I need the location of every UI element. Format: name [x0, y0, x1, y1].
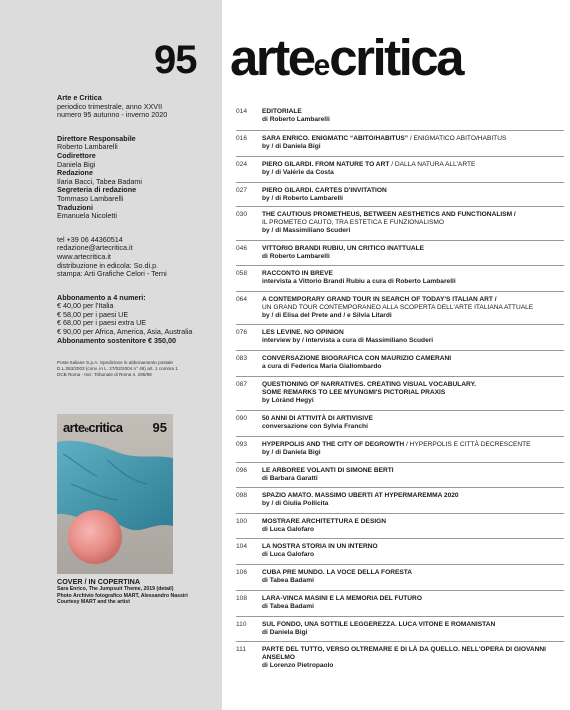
- cover-caption-line-1: Sara Enrico, The Jumpsuit Theme, 2019 (detail): [57, 586, 174, 592]
- toc-divider: [236, 513, 564, 514]
- toc-title-text: MOSTRARE ARCHITETTURA E DESIGN: [262, 518, 387, 525]
- toc-entry-body: [262, 381, 564, 406]
- toc-title-text: HYPERPOLIS AND THE CITY OF DEGROWTH: [262, 441, 405, 448]
- toc-entry-body: [262, 441, 564, 457]
- toc-page-number: 058: [236, 270, 248, 277]
- toc-byline: di Daniela Bigi: [262, 629, 308, 637]
- toc-page-number: 087: [236, 381, 248, 388]
- contact-tel: tel +39 06 44360514: [57, 234, 123, 244]
- abbonamento-sostenitore: Abbonamento sostenitore € 350,00: [57, 335, 177, 345]
- distribuzione: distribuzione in edicola: So.di.p.: [57, 260, 159, 270]
- toc-title-text: LES LEVINE. NO OPINION: [262, 329, 344, 336]
- toc-byline: interview by / intervista a cura di Massimiliano Scuderi: [262, 337, 434, 345]
- toc-title: [262, 161, 564, 169]
- toc-divider: [236, 436, 564, 437]
- toc-title: [262, 492, 564, 500]
- toc-title-translation: IL PROMETEO CAUTO, TRA ESTETICA E FUNZIONALISMO: [262, 219, 444, 227]
- toc-byline: conversazione con Sylvia Franchi: [262, 423, 368, 431]
- stampa: stampa: Arti Grafiche Celori - Terni: [57, 269, 167, 279]
- toc-title-text: VITTORIO BRANDI RUBIU, UN CRITICO INATTUALE: [262, 245, 425, 252]
- toc-title-translation: UN GRAND TOUR CONTEMPORANEO ALLA SCOPERTA DELL'ARTE ITALIANA ATTUALE: [262, 304, 534, 312]
- toc-entry-body: [262, 646, 564, 671]
- toc-byline: di Luca Galofaro: [262, 551, 315, 559]
- segreteria-label: Segreteria di redazione: [57, 185, 137, 195]
- toc-byline: di Lorenzo Pietropaolo: [262, 662, 334, 670]
- toc-title-text: SUL FONDO, UNA SOTTILE LEGGEREZZA. LUCA VITONE E ROMANISTAN: [262, 621, 496, 628]
- toc-page-number: 046: [236, 245, 248, 252]
- toc-title: [262, 296, 564, 304]
- toc-page-number: 076: [236, 329, 248, 336]
- toc-title: [262, 646, 564, 662]
- direttore-name: Roberto Lambarelli: [57, 142, 118, 152]
- toc-title: [262, 518, 564, 526]
- toc-title: [262, 621, 564, 629]
- toc-byline: di Roberto Lambarelli: [262, 116, 330, 124]
- toc-title: [262, 595, 564, 603]
- toc-title-text: QUESTIONING OF NARRATIVES. CREATING VISUAL VOCABULARY.: [262, 381, 477, 388]
- cover-title: [63, 420, 122, 435]
- toc-page-number: 027: [236, 187, 248, 194]
- toc-divider: [236, 376, 564, 377]
- toc-divider: [236, 291, 564, 292]
- cover-artwork: [57, 414, 173, 574]
- toc-title-text: EDITORIALE: [262, 108, 302, 115]
- toc-divider: [236, 240, 564, 241]
- toc-page-number: 014: [236, 108, 248, 115]
- toc-title-text: SPAZIO AMATO. MASSIMO UBERTI AT HYPERMAREMMA 2020: [262, 492, 459, 499]
- toc-title: [262, 329, 564, 337]
- toc-title-text: CUBA PRE MUNDO. LA VOCE DELLA FORESTA: [262, 569, 413, 576]
- redazione-names: Ilaria Bacci, Tabea Badami: [57, 176, 142, 186]
- toc-page-number: 064: [236, 296, 248, 303]
- toc-divider: [236, 410, 564, 411]
- publication-name: Arte e Critica: [57, 93, 102, 102]
- toc-page-number: 096: [236, 467, 248, 474]
- toc-entry-body: [262, 543, 564, 559]
- toc-title: [262, 355, 564, 363]
- toc-entry-body: [262, 415, 564, 431]
- toc-byline: by / di Massimiliano Scuderi: [262, 227, 351, 235]
- toc-title-text: PARTE DEL TUTTO, VERSO OLTREMARE E DI LÀ DA QUELLO. NELL'OPERA DI GIOVANNI ANSELMO: [262, 646, 547, 662]
- toc-byline: by / di Giulia Pollicita: [262, 500, 329, 508]
- toc-entry-body: [262, 270, 564, 286]
- toc-title: [262, 569, 564, 577]
- toc-title-text: SARA ENRICO. ENIGMATIC “ABITO/HABITUS”: [262, 135, 409, 142]
- cover-title-part-2: critica: [88, 420, 123, 435]
- masthead-publication: [57, 94, 217, 120]
- title-e: e: [313, 49, 330, 82]
- toc-title: [262, 211, 564, 219]
- toc-entry-body: [262, 135, 564, 151]
- toc-subtitle: / DALLA NATURA ALL'ARTE: [389, 161, 476, 168]
- toc-entry-body: [262, 296, 564, 321]
- publication-line-1: periodico trimestrale, anno XXVII: [57, 101, 163, 111]
- toc-divider: [236, 130, 564, 131]
- toc-divider: [236, 324, 564, 325]
- publication-line-2: numero 95 autunno - inverno 2020: [57, 110, 168, 120]
- toc-page-number: 104: [236, 543, 248, 550]
- toc-byline: a cura di Federica Maria Giallombardo: [262, 363, 382, 371]
- toc-entry-body: [262, 329, 564, 345]
- toc-divider: [236, 182, 564, 183]
- masthead: [57, 94, 217, 384]
- toc-entry-body: [262, 161, 564, 177]
- toc-byline: by / di Daniela Bigi: [262, 143, 321, 151]
- toc-divider: [236, 487, 564, 488]
- toc-title: [262, 245, 564, 253]
- toc-entry-body: [262, 187, 564, 203]
- toc-title-text: THE CAUTIOUS PROMETHEUS, BETWEEN AESTHETICS AND FUNCTIONALISM /: [262, 211, 516, 218]
- toc-byline: by / di Daniela Bigi: [262, 449, 321, 457]
- codirettore-label: Codirettore: [57, 150, 96, 160]
- toc-divider: [236, 350, 564, 351]
- abbonamento-italia: € 40,00 per l'Italia: [57, 301, 114, 311]
- abbonamento-label: Abbonamento a 4 numeri:: [57, 292, 146, 302]
- masthead-subscriptions: [57, 294, 217, 346]
- toc-entry-body: [262, 211, 564, 236]
- codirettore-name: Daniela Bigi: [57, 159, 96, 169]
- cover-number: 95: [152, 420, 167, 435]
- cover-caption-line-3: Courtesy MART and the artist: [57, 599, 130, 606]
- toc-title: [262, 270, 564, 278]
- toc-byline: by / di Elisa del Prete and / e Silvia Litardi: [262, 312, 392, 320]
- toc-byline: di Luca Galofaro: [262, 526, 315, 534]
- toc-divider: [236, 564, 564, 565]
- toc-title-text: A CONTEMPORARY GRAND TOUR IN SEARCH OF TODAY'S ITALIAN ART /: [262, 296, 497, 303]
- toc-byline: by / di Roberto Lambarelli: [262, 195, 343, 203]
- toc-title: [262, 135, 564, 143]
- toc-byline: di Barbara Garatti: [262, 475, 318, 483]
- toc-entry-body: [262, 108, 564, 124]
- toc-divider: [236, 462, 564, 463]
- abbonamento-extra-ue: € 68,00 per i paesi extra UE: [57, 318, 147, 328]
- toc-title-text: 50 ANNI DI ATTIVITÀ DI ARTIVISIVE: [262, 415, 373, 422]
- toc-page-number: 024: [236, 161, 248, 168]
- toc-title-continued: SOME REMARKS TO LEE MYUNGMI'S PICTORIAL PRAXIS: [262, 389, 446, 397]
- toc-page-number: 030: [236, 211, 248, 218]
- toc-subtitle: / HYPERPOLIS E CITTÀ DECRESCENTE: [404, 441, 531, 448]
- toc-page-number: 090: [236, 415, 248, 422]
- toc-divider: [236, 616, 564, 617]
- toc-entry-body: [262, 569, 564, 585]
- direttore-label: Direttore Responsabile: [57, 133, 136, 143]
- contact-email: redazione@artecritica.it: [57, 243, 133, 253]
- magazine-title: [230, 29, 463, 86]
- toc-subtitle: / ENIGMATICO ABITO/HABITUS: [408, 135, 507, 142]
- toc-entry-body: [262, 245, 564, 261]
- cover-caption: [57, 578, 217, 606]
- masthead-postal: [57, 360, 217, 378]
- toc-title-text: RACCONTO IN BREVE: [262, 270, 333, 277]
- toc-title-text: LA NOSTRA STORIA IN UN INTERNO: [262, 543, 378, 550]
- contact-web: www.artecritica.it: [57, 251, 111, 261]
- toc-title: [262, 441, 564, 449]
- toc-page-number: 106: [236, 569, 248, 576]
- postal-line-2: D.L.353/2003 (conv. in L. 27/02/2004 n° 46) art. 1 comma 1: [57, 366, 178, 372]
- toc-page-number: 098: [236, 492, 248, 499]
- toc-title: [262, 467, 564, 475]
- traduzioni-label: Traduzioni: [57, 202, 93, 212]
- issue-number: 95: [154, 38, 197, 82]
- toc-byline: di Tabea Badami: [262, 577, 314, 585]
- cover-caption-head: COVER / IN COPERTINA: [57, 577, 141, 586]
- toc-page-number: 083: [236, 355, 248, 362]
- cover-title-e: e: [84, 425, 89, 434]
- toc-title-text: LARA-VINCA MASINI E LA MEMORIA DEL FUTURO: [262, 595, 422, 602]
- title-part-1: arte: [230, 29, 314, 86]
- toc-title: [262, 187, 564, 195]
- toc-title-text: PIERO GILARDI. FROM NATURE TO ART: [262, 161, 390, 168]
- toc-entry-body: [262, 621, 564, 637]
- toc-page-number: 110: [236, 621, 247, 628]
- toc-byline: di Roberto Lambarelli: [262, 253, 330, 261]
- cover-image: [57, 414, 173, 574]
- toc-entry-body: [262, 467, 564, 483]
- toc-divider: [236, 641, 564, 642]
- toc-title: [262, 543, 564, 551]
- toc-title-text: LE ARBOREE VOLANTI DI SIMONE BERTI: [262, 467, 394, 474]
- toc-byline: by / di Valérie da Costa: [262, 169, 334, 177]
- segreteria-name: Tommaso Lambarelli: [57, 193, 124, 203]
- toc-divider: [236, 538, 564, 539]
- toc-page-number: 016: [236, 135, 248, 142]
- masthead-staff: [57, 135, 217, 221]
- toc-page-number: 093: [236, 441, 248, 448]
- postal-line-3: DCB Roma - Iscr. Tribunale di Roma n. 285/98: [57, 372, 152, 378]
- toc-title: [262, 381, 564, 389]
- toc-entry-body: [262, 355, 564, 371]
- toc-title-text: PIERO GILARDI. CARTES D'INVITATION: [262, 187, 387, 194]
- toc-byline: intervista a Vittorio Brandi Rubiu a cura di Roberto Lambarelli: [262, 278, 456, 286]
- toc-title-text: CONVERSAZIONE BIOGRAFICA CON MAURIZIO CAMERANI: [262, 355, 452, 362]
- toc-divider: [236, 590, 564, 591]
- toc-divider: [236, 156, 564, 157]
- toc-byline: by Lóránd Hegyi: [262, 397, 314, 405]
- toc-page-number: 108: [236, 595, 248, 602]
- postal-line-1: Poste Italiane S.p.A. Spedizione in abbonamento postale: [57, 360, 173, 366]
- cover-title-part-1: arte: [63, 420, 85, 435]
- toc-page-number: 100: [236, 518, 248, 525]
- toc-entry-body: [262, 492, 564, 508]
- traduzioni-name: Emanuela Nicoletti: [57, 211, 117, 221]
- title-part-2: critica: [329, 29, 463, 86]
- cover-caption-line-2: Photo Archivio fotografico MART, Alessandro Nassiri: [57, 592, 188, 599]
- toc-divider: [236, 206, 564, 207]
- toc-entry-body: [262, 518, 564, 534]
- toc-byline: di Tabea Badami: [262, 603, 314, 611]
- toc-divider: [236, 265, 564, 266]
- toc-entry-body: [262, 595, 564, 611]
- toc-title: [262, 108, 564, 116]
- toc-page-number: 111: [236, 646, 247, 653]
- abbonamento-world: € 90,00 per Africa, America, Asia, Australia: [57, 327, 193, 337]
- abbonamento-ue: € 58,00 per i paesi UE: [57, 309, 129, 319]
- masthead-contacts: [57, 236, 217, 279]
- redazione-label: Redazione: [57, 168, 93, 178]
- toc-title: [262, 415, 564, 423]
